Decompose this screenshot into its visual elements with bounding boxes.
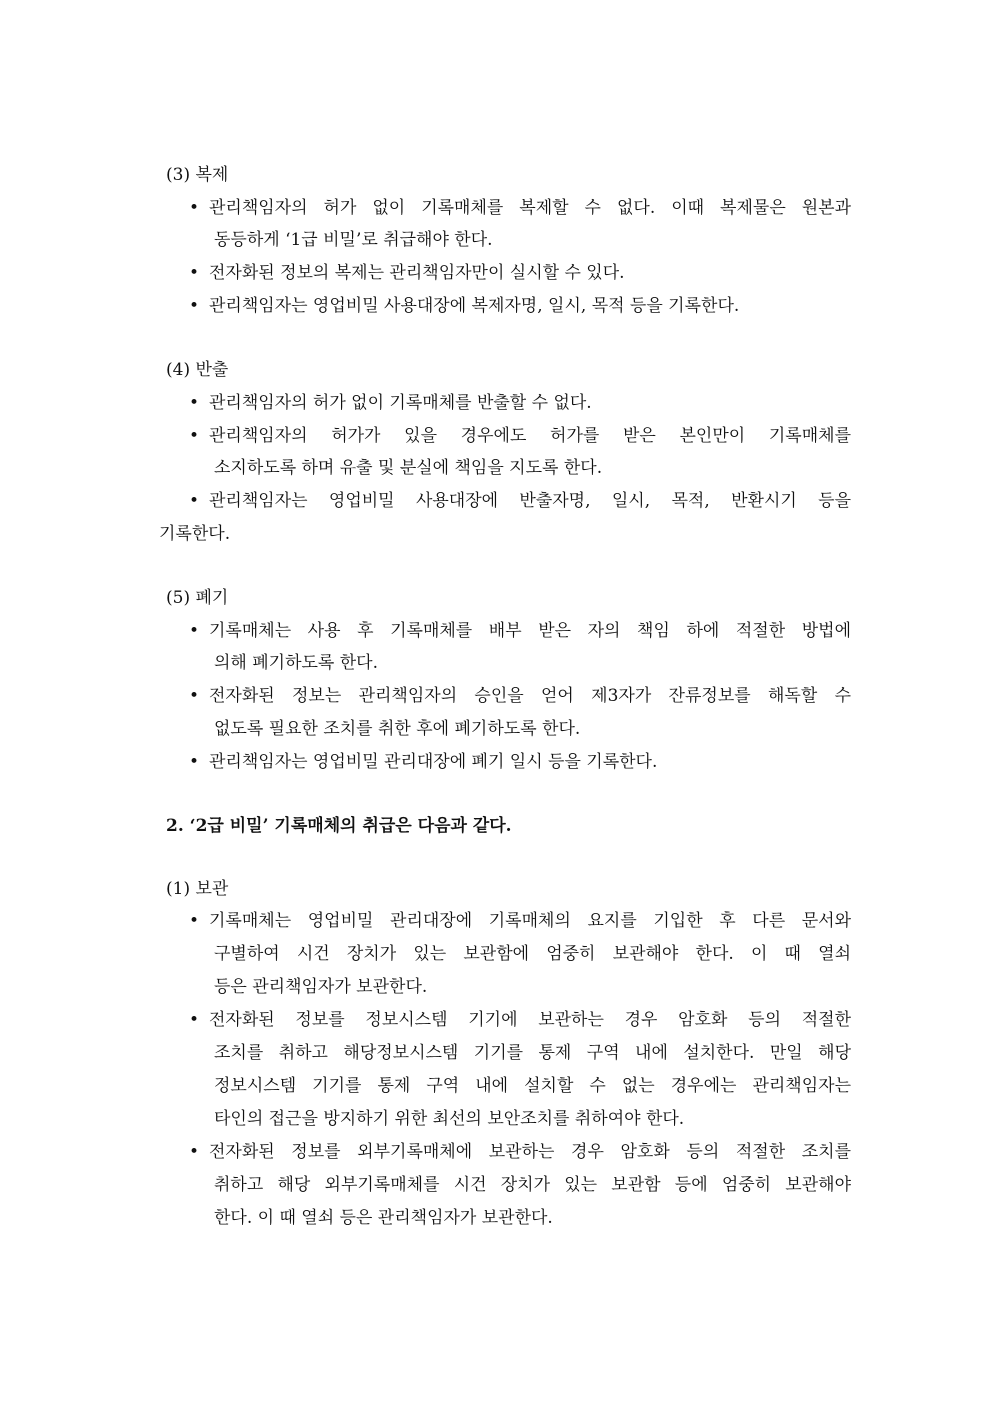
bullet-item: [189, 751, 851, 773]
bullet-continuation: 한다. 이 때 열쇠 등은 관리책임자가 보관한다.: [214, 1208, 553, 1228]
bullet-text: 기록매체는 영업비밀 관리대장에 기록매체의 요지를 기입한 후 다른 문서와: [209, 911, 851, 931]
bullet-item: [189, 910, 851, 932]
bullet-item: [189, 490, 851, 512]
bullet-text: 관리책임자의 허가가 있을 경우에도 허가를 받은 본인만이 기록매체를: [209, 426, 851, 446]
bullet-text: 관리책임자의 허가 없이 기록매체를 복제할 수 없다. 이때 복제물은 원본과: [209, 198, 851, 218]
bullet-dot: •: [189, 296, 200, 316]
bullet-item: [189, 620, 851, 642]
bullet-dot: •: [189, 426, 200, 446]
section-heading-disposal: (5) 폐기: [166, 588, 229, 608]
bullet-text: 전자화된 정보는 관리책임자의 승인을 얻어 제3자가 잔류정보를 해독할 수: [209, 686, 851, 706]
bullet-dot: •: [189, 1142, 200, 1162]
bullet-text: 전자화된 정보를 외부기록매체에 보관하는 경우 암호화 등의 적절한 조치를: [209, 1142, 851, 1162]
bullet-continuation: 조치를 취하고 해당정보시스템 기기를 통제 구역 내에 설치한다. 만일 해당: [214, 1043, 851, 1063]
bullet-dot: •: [189, 752, 200, 772]
bullet-dot: •: [189, 621, 200, 641]
bullet-continuation: 소지하도록 하며 유출 및 분실에 책임을 지도록 한다.: [214, 458, 603, 478]
bullet-dot: •: [189, 686, 200, 706]
bullet-text: 기록매체는 사용 후 기록매체를 배부 받은 자의 책임 하에 적절한 방법에: [209, 621, 851, 641]
bullet-text: 전자화된 정보를 정보시스템 기기에 보관하는 경우 암호화 등의 적절한: [209, 1010, 851, 1030]
part-title-grade2: 2. ‘2급 비밀’ 기록매체의 취급은 다음과 같다.: [166, 816, 512, 836]
section-heading-reproduction: (3) 복제: [166, 165, 229, 185]
bullet-item: [189, 295, 851, 317]
bullet-item: [189, 1009, 851, 1031]
bullet-continuation: 구별하여 시건 장치가 있는 보관함에 엄중히 보관해야 한다. 이 때 열쇠: [214, 944, 851, 964]
section-heading-storage: (1) 보관: [166, 879, 229, 899]
bullet-dot: •: [189, 263, 200, 283]
bullet-text: 관리책임자는 영업비밀 사용대장에 복제자명, 일시, 목적 등을 기록한다.: [209, 296, 740, 316]
bullet-item: [189, 262, 851, 284]
bullet-dot: •: [189, 911, 200, 931]
bullet-dot: •: [189, 393, 200, 413]
bullet-item: [189, 685, 851, 707]
bullet-dot: •: [189, 198, 200, 218]
bullet-item: [189, 425, 851, 447]
bullet-continuation: 취하고 해당 외부기록매체를 시건 장치가 있는 보관함 등에 엄중히 보관해야: [214, 1175, 851, 1195]
bullet-continuation: 동등하게 ‘1급 비밀’로 취급해야 한다.: [214, 230, 493, 250]
bullet-continuation: 등은 관리책임자가 보관한다.: [214, 977, 428, 997]
bullet-dot: •: [189, 1010, 200, 1030]
bullet-item: [189, 392, 851, 414]
bullet-text: 관리책임자의 허가 없이 기록매체를 반출할 수 없다.: [209, 393, 592, 413]
bullet-text: 관리책임자는 영업비밀 관리대장에 폐기 일시 등을 기록한다.: [209, 752, 658, 772]
bullet-text: 관리책임자는 영업비밀 사용대장에 반출자명, 일시, 목적, 반환시기 등을: [209, 491, 851, 511]
bullet-text: 전자화된 정보의 복제는 관리책임자만이 실시할 수 있다.: [209, 263, 625, 283]
bullet-dot: •: [189, 491, 200, 511]
bullet-continuation: 타인의 접근을 방지하기 위한 최선의 보안조치를 취하여야 한다.: [214, 1109, 685, 1129]
bullet-continuation: 기록한다.: [159, 524, 231, 544]
section-heading-export: (4) 반출: [166, 360, 229, 380]
bullet-continuation: 의해 폐기하도록 한다.: [214, 653, 379, 673]
bullet-item: [189, 197, 851, 219]
bullet-continuation: 정보시스템 기기를 통제 구역 내에 설치할 수 없는 경우에는 관리책임자는: [214, 1076, 851, 1096]
bullet-continuation: 없도록 필요한 조치를 취한 후에 폐기하도록 한다.: [214, 719, 581, 739]
bullet-item: [189, 1141, 851, 1163]
